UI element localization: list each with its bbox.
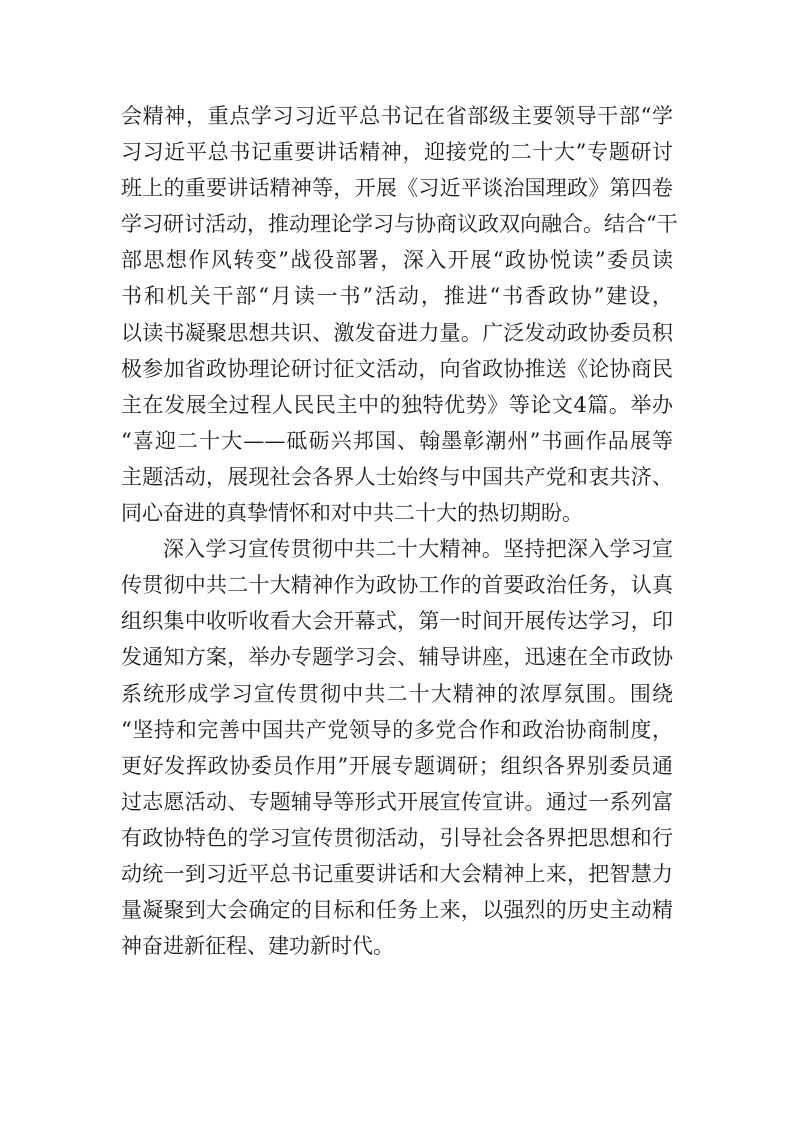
text-line: 发通知方案，举办专题学习会、辅导讲座，迅速在全市政协 <box>121 645 673 670</box>
text-line: 同心奋进的真挚情怀和对中共二十大的热切期盼。 <box>121 501 583 526</box>
text-line: 量凝聚到大会确定的目标和任务上来，以强烈的历史主动精 <box>121 898 673 923</box>
paragraph-1 <box>121 98 678 531</box>
text-line: 部思想作风转变”战役部署，深入开展“政协悦读”委员读 <box>121 248 673 273</box>
text-line: “坚持和完善中国共产党领导的多党合作和政治协商制度， <box>121 717 673 742</box>
text-line: 主题活动，展现社会各界人士始终与中国共产党和衷共济、 <box>121 464 673 489</box>
text-line: 组织集中收听收看大会开幕式，第一时间开展传达学习，印 <box>121 609 673 634</box>
text-line: 有政协特色的学习宣传贯彻活动，引导社会各界把思想和行 <box>121 825 673 850</box>
text-line: 更好发挥政协委员作用”开展专题调研；组织各界别委员通 <box>121 753 673 778</box>
text-line: 主在发展全过程人民民主中的独特优势》等论文4篇。举办 <box>121 392 673 417</box>
body-text <box>121 98 678 964</box>
text-line: 会精神，重点学习习近平总书记在省部级主要领导干部“学 <box>121 104 673 128</box>
text-line: 书和机关干部“月读一书”活动，推进“书香政协”建设， <box>121 284 673 309</box>
text-line: 学习研讨活动，推动理论学习与协商议政双向融合。结合“干 <box>121 212 678 237</box>
text-line: 传贯彻中共二十大精神作为政协工作的首要政治任务，认真 <box>121 573 673 598</box>
text-line: 以读书凝聚思想共识、激发奋进力量。广泛发动政协委员积 <box>121 320 673 345</box>
paragraph-2 <box>121 531 673 964</box>
text-line: 动统一到习近平总书记重要讲话和大会精神上来，把智慧力 <box>121 861 673 886</box>
text-line: 系统形成学习宣传贯彻中共二十大精神的浓厚氛围。围绕 <box>121 681 673 706</box>
text-line: 过志愿活动、专题辅导等形式开展宣传宣讲。通过一系列富 <box>121 789 673 814</box>
text-line: 神奋进新征程、建功新时代。 <box>121 934 394 959</box>
text-line: 深入学习宣传贯彻中共二十大精神。坚持把深入学习宣 <box>163 537 673 562</box>
text-line: 极参加省政协理论研讨征文活动，向省政协推送《论协商民 <box>121 356 673 381</box>
text-line: “喜迎二十大——砥砺兴邦国、翰墨彰潮州”书画作品展等 <box>121 428 673 453</box>
text-line: 班上的重要讲话精神等，开展《习近平谈治国理政》第四卷 <box>121 176 673 201</box>
text-line: 习习近平总书记重要讲话精神，迎接党的二十大”专题研讨 <box>121 140 673 165</box>
